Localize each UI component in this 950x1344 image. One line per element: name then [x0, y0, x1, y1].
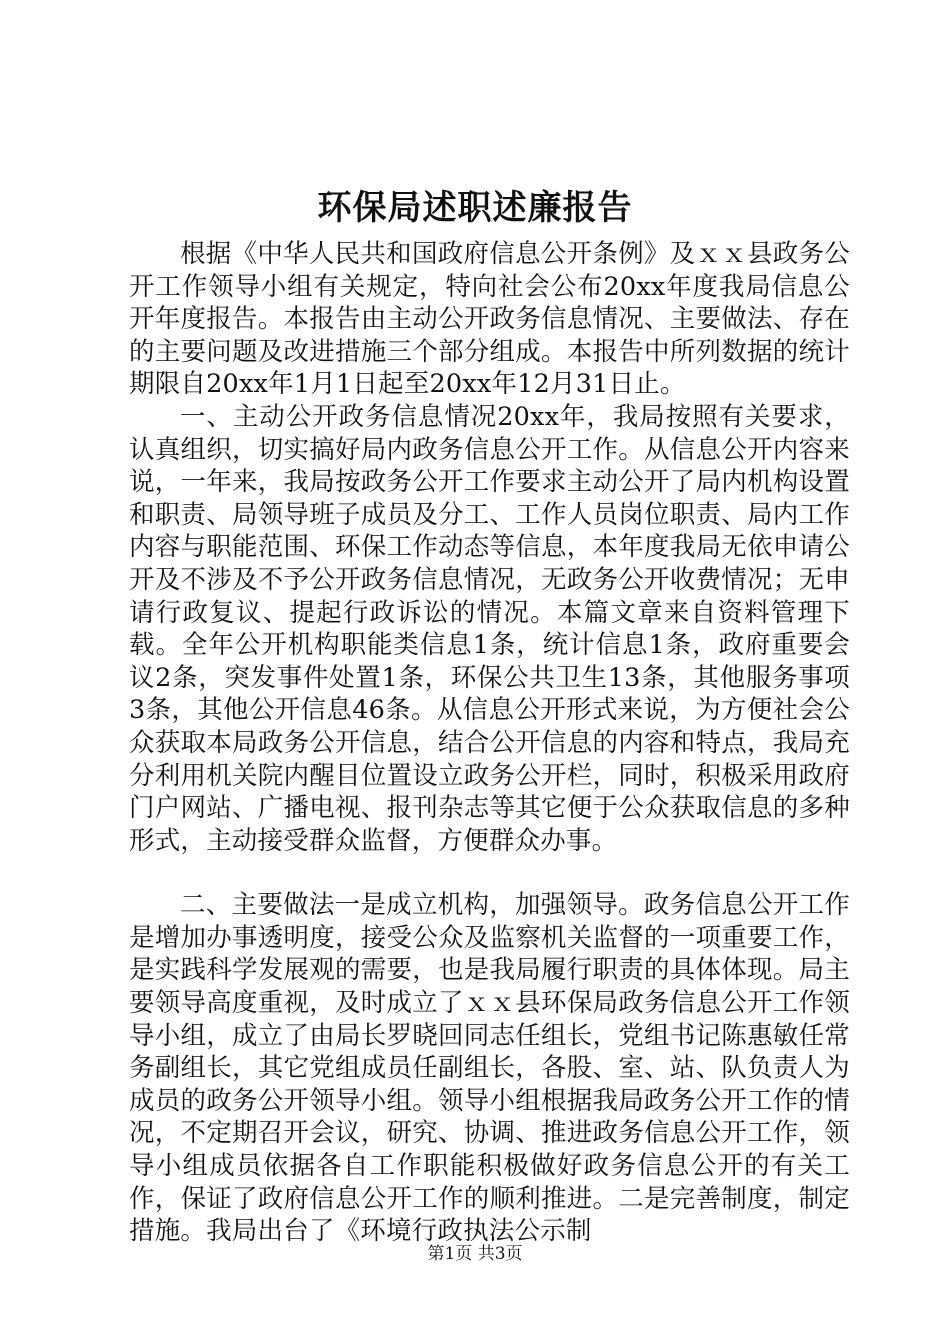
paragraph-intro: 根据《中华人民共和国政府信息公开条例》及ｘｘ县政务公开工作领导小组有关规定，特向社会公布20xx年度我局信息公开年度报告。本报告由主动公开政务信息情况、主要做法、存在的主要问题及改进措施三个部分组成。本报告中所列数据的统计期限自20xx年1月1日起至20xx年12月31日止。 [129, 239, 850, 400]
document-title: 环保局述职述廉报告 [317, 188, 633, 228]
paragraph-section-2: 二、主要做法一是成立机构，加强领导。政务信息公开工作是增加办事透明度，接受公众及监察机关监督的一项重要工作，是实践科学发展观的需要，也是我局履行职责的具体体现。局主要领导高度重视，及时成立了ｘｘ县环保局政务信息公开工作领导小组，成立了由局长罗晓回同志任组长，党组书记陈惠敏任常务副组长，其它党组成员任副组长，各股、室、站、队负责人为成员的政务公开领导小组。领导小组根据我局政务公开工作的情况，不定期召开会议，研究、协调、推进政务信息公开工作，领导小组成员依据各自工作职能积极做好政务信息公开的有关工作，保证了政府信息公开工作的顺利推进。二是完善制度，制定措施。我局出台了《环境行政执法公示制 [129, 890, 850, 1247]
page-footer: 第1页 共3页 [427, 1244, 523, 1264]
paragraph-section-1: 一、主动公开政务信息情况20xx年，我局按照有关要求，认真组织，切实搞好局内政务信息公开工作。从信息公开内容来说，一年来，我局按政务公开工作要求主动公开了局内机构设置和职责、局领导班子成员及分工、工作人员岗位职责、局内工作内容与职能范围、环保工作动态等信息，本年度我局无依申请公开及不涉及不予公开政务信息情况，无政务公开收费情况；无申请行政复议、提起行政诉讼的情况。本篇文章来自资料管理下载。全年公开机构职能类信息1条，统计信息1条，政府重要会议2条，突发事件处置1条，环保公共卫生13条，其他服务事项3条，其他公开信息46条。从信息公开形式来说，为方便社会公众获取本局政务公开信息，结合公开信息的内容和特点，我局充分利用机关院内醒目位置设立政务公开栏，同时，积极采用政府门户网站、广播电视、报刊杂志等其它便于公众获取信息的多种形式，主动接受群众监督，方便群众办事。 [129, 401, 850, 856]
document-body [129, 238, 850, 1248]
